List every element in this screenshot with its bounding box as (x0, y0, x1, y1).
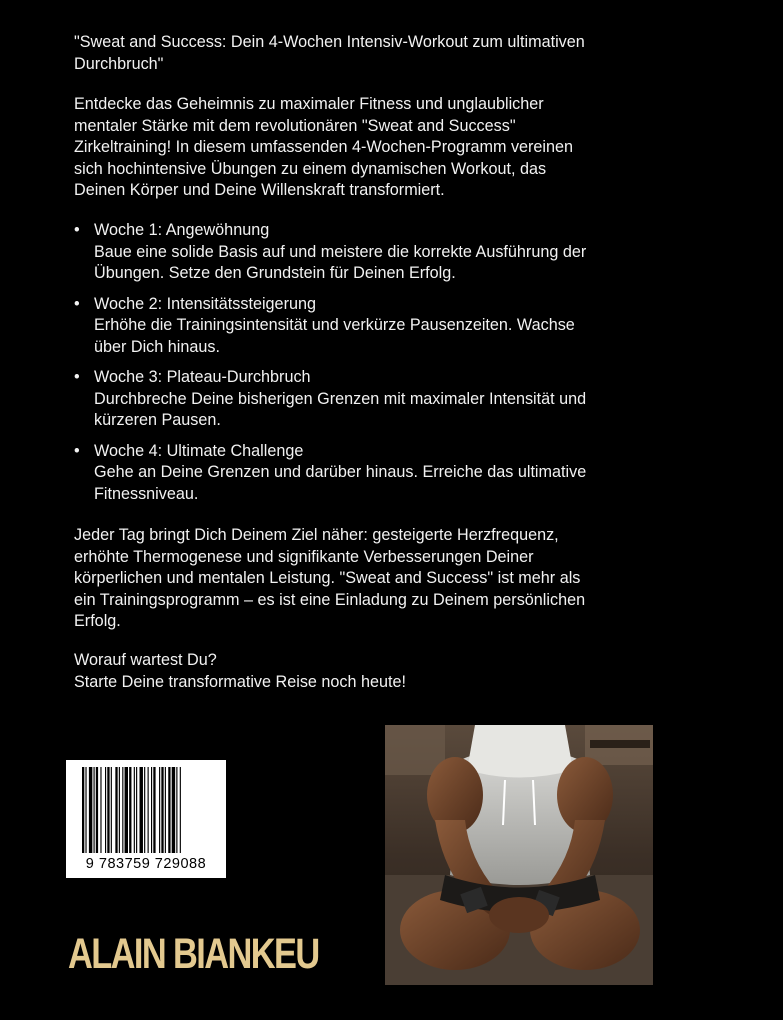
isbn-barcode (66, 760, 226, 878)
intro-line: Deinen Körper und Deine Willenskraft transformiert. (74, 181, 445, 199)
cover-title (74, 32, 674, 75)
week-item-2 (74, 294, 674, 359)
barcode-bar (151, 767, 152, 853)
week-item-3 (74, 367, 674, 432)
week-title: Woche 3: Plateau-Durchbruch (94, 368, 311, 386)
intro-line: sich hochintensive Übungen zu einem dynamischen Workout, das (74, 159, 547, 178)
intro-line: Entdecke das Geheimnis zu maximaler Fitness und unglaublicher (74, 95, 544, 113)
barcode-bar (107, 767, 109, 853)
week-description-line: Übungen. Setze den Grundstein für Deinen Erfolg. (94, 264, 456, 282)
barcode-bar (105, 767, 106, 853)
bullet-icon: • (74, 294, 80, 313)
barcode-bar (125, 767, 128, 853)
barcode-bar (89, 767, 92, 853)
barcode-bars-icon (82, 767, 212, 853)
week-description-line: Baue eine solide Basis auf und meistere die korrekte Ausführung der (94, 242, 587, 261)
barcode-bar (94, 767, 95, 853)
title-line: "Sweat and Success: Dein 4-Wochen Intensiv-Workout zum ultimativen (74, 33, 585, 51)
week-title: Woche 4: Ultimate Challenge (94, 441, 304, 460)
cta-line: Worauf wartest Du? (74, 651, 217, 669)
barcode-bar (100, 767, 101, 853)
intro-paragraph (74, 94, 674, 202)
call-to-action (74, 650, 674, 693)
barcode-bar (148, 767, 149, 853)
barcode-bar (168, 767, 170, 853)
week-description-line: über Dich hinaus. (94, 337, 220, 356)
week-title: Woche 2: Intensitätssteigerung (94, 294, 316, 313)
barcode-bar (176, 767, 177, 853)
barcode-bar (82, 767, 84, 853)
week-description-line: Durchbreche Deine bisherigen Grenzen mit maximaler Intensität und (94, 389, 587, 408)
barcode-bar (136, 767, 137, 853)
isbn-number: 9 783759 729088 (85, 856, 207, 872)
week-description-line: Gehe an Deine Grenzen und darüber hinaus. Erreiche das ultimative (94, 463, 587, 481)
barcode-bar (129, 767, 131, 853)
barcode-bar (159, 767, 160, 853)
week-title: Woche 1: Angewöhnung (94, 221, 270, 239)
barcode-bar (161, 767, 163, 853)
bullet-icon: • (74, 441, 80, 460)
barcode-bar (119, 767, 120, 853)
intro-line: mentaler Stärke mit dem revolutionären "Sweat and Success" (74, 116, 516, 135)
week-description-line: kürzeren Pausen. (94, 411, 221, 429)
week-item-1 (74, 220, 674, 285)
barcode-bar (115, 767, 117, 853)
closing-line: Jeder Tag bringt Dich Deinem Ziel näher: gesteigerte Herzfrequenz, (74, 526, 559, 544)
week-item-4 (74, 441, 674, 506)
barcode-bar (111, 767, 112, 853)
week-list (74, 220, 674, 514)
barcode-bar (134, 767, 135, 853)
intro-line: Zirkeltraining! In diesem umfassenden 4-Wochen-Programm vereinen (74, 138, 574, 156)
closing-line: körperlichen und mentalen Leistung. "Sweat and Success" ist mehr als (74, 569, 581, 587)
week-description-line: Erhöhe die Trainingsintensität und verkürze Pausenzeiten. Wachse (94, 316, 575, 334)
barcode-bar (180, 767, 181, 853)
barcode-bar (85, 767, 86, 853)
barcode-bar (172, 767, 175, 853)
author-name: ALAIN BIANKEU (68, 930, 319, 978)
athlete-photo (385, 725, 653, 985)
barcode-bar (153, 767, 155, 853)
closing-line: erhöhte Thermogenese und signifikante Verbesserungen Deiner (74, 547, 534, 566)
barcode-bar (165, 767, 166, 853)
barcode-bar (144, 767, 145, 853)
barcode-bar (96, 767, 98, 853)
week-description-line: Fitnessniveau. (94, 484, 199, 503)
barcode-bar (122, 767, 123, 853)
closing-line: Erfolg. (74, 612, 121, 630)
athlete-illustration (385, 725, 653, 985)
cta-line: Starte Deine transformative Reise noch heute! (74, 672, 407, 691)
bullet-icon: • (74, 221, 80, 239)
closing-paragraph (74, 525, 674, 633)
barcode-bar (140, 767, 143, 853)
closing-line: ein Trainingsprogramm – es ist eine Einladung zu Deinem persönlichen (74, 590, 586, 609)
bullet-icon: • (74, 368, 80, 386)
title-line: Durchbruch" (74, 54, 164, 73)
